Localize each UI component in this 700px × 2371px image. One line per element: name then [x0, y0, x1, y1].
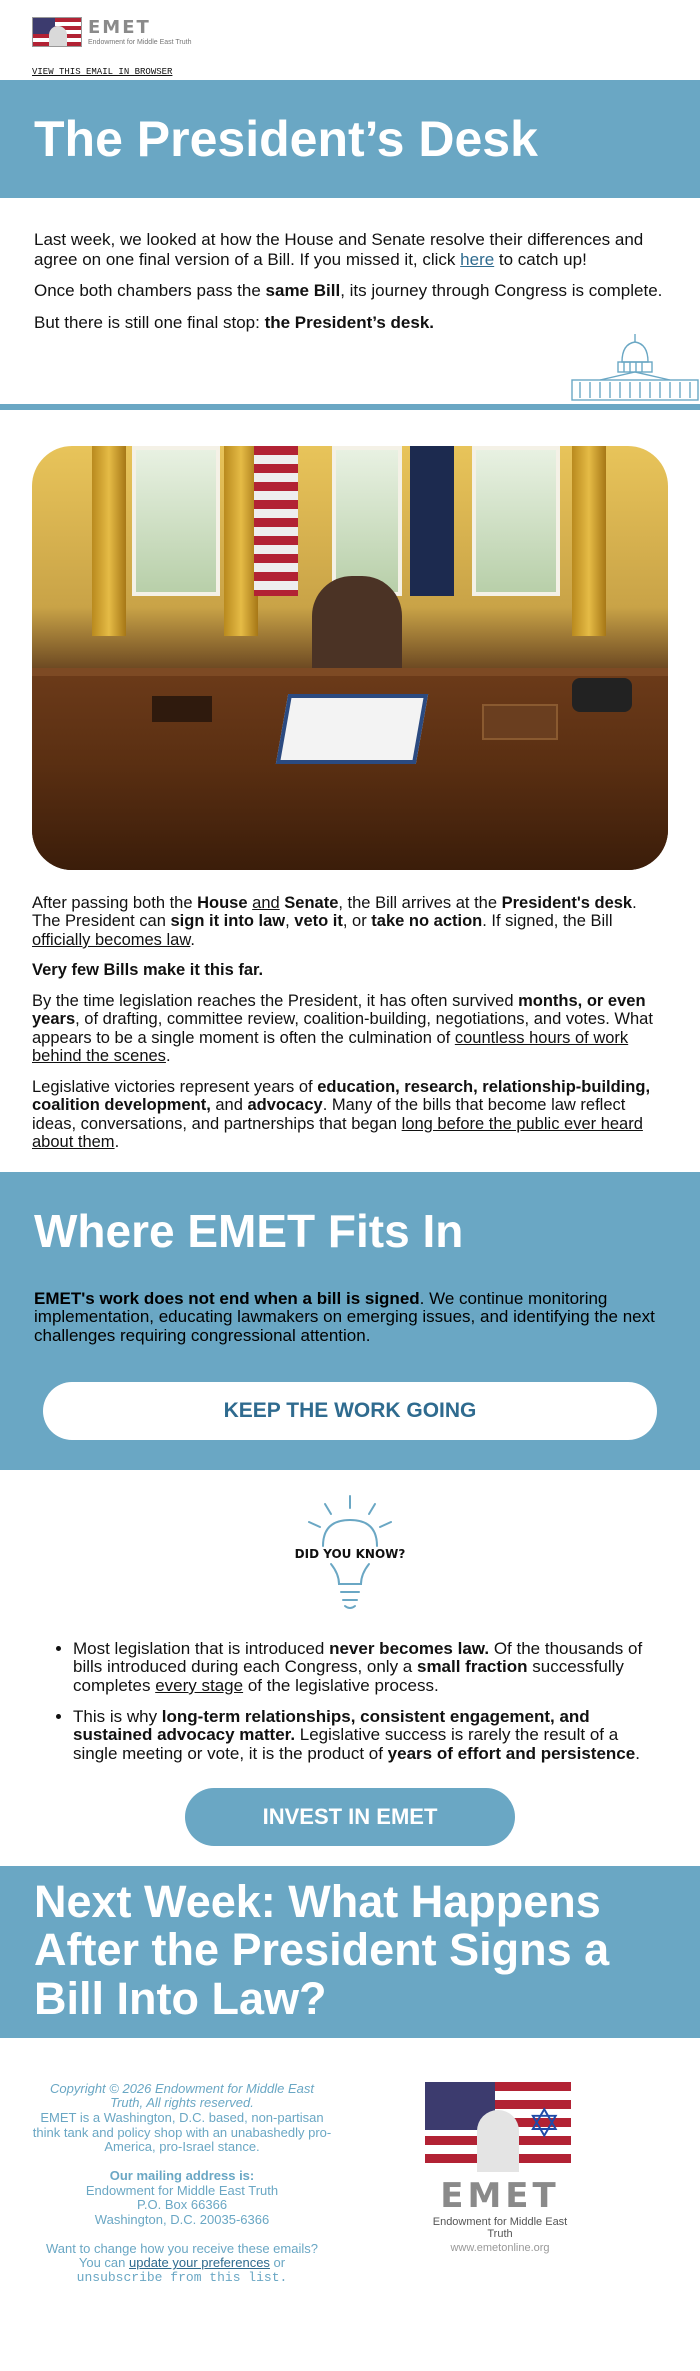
logo-tagline: Endowment for Middle East Truth: [88, 38, 192, 46]
keep-the-work-going-button[interactable]: KEEP THE WORK GOING: [43, 1382, 657, 1440]
emet-section: [0, 1172, 700, 1470]
fact-item-2: • This is why long-term relationships, consistent engagement, and sustained advocacy matter. Legislative success is rarely the result of a single meeting or vote, it is the product of years of effort and persistence.: [73, 1708, 650, 1764]
email-footer: [0, 2038, 700, 2316]
preferences-line: You can update your preferences or: [78, 2255, 286, 2271]
body-paragraph-3: Legislative victories represent years of education, research, relationship-building, coalition development, and advocacy. Many of the bills that become law reflect ideas, conversations, and partnerships that began long before the public ever heard about them.: [32, 1077, 651, 1152]
oval-office-desk-photo: [32, 446, 668, 870]
flag-capitol-icon: [32, 17, 82, 47]
address-line-1: Endowment for Middle East Truth: [85, 2182, 279, 2198]
hero-title: The President’s Desk: [34, 111, 538, 167]
address-line-3: Washington, D.C. 20035-6366: [94, 2212, 270, 2228]
facts-list: [0, 1614, 700, 1764]
body-paragraph-2: By the time legislation reaches the President, it has often survived months, or even years, of drafting, committee review, coalition-building, negotiations, and votes. What appears to be a single moment is often the culmination of countless hours of work behind the scenes.: [32, 991, 653, 1066]
footer-logo-url: www.emetonline.org: [450, 2241, 550, 2254]
oval-office-photo-wrap: [0, 410, 700, 894]
mailing-label: Our mailing address is:: [109, 2168, 255, 2184]
footer-logo-wrap: [332, 2082, 668, 2286]
address-line-2: P.O. Box 66366: [136, 2197, 228, 2213]
copyright-text: Copyright © 2026 Endowment for Middle East Truth, All rights reserved.: [50, 2080, 314, 2111]
fact-item-1: • Most legislation that is introduced never becomes law. Of the thousands of bills introduced during each Congress, only a small fraction successfully completes every stage of the legislative process.: [73, 1640, 650, 1696]
invest-in-emet-button[interactable]: INVEST IN EMET: [185, 1788, 515, 1846]
emet-section-text: EMET's work does not end when a bill is signed. We continue monitoring implementation, educating lawmakers on emerging issues, and identifying the next challenges requiring congressional attention.: [34, 1288, 655, 1345]
next-week-title: Next Week: What Happens After the President Signs a Bill Into Law?: [34, 1875, 610, 2024]
next-week-banner: [0, 1866, 700, 2038]
intro-section: [0, 198, 700, 404]
view-in-browser-link[interactable]: VIEW THIS EMAIL IN BROWSER: [32, 67, 173, 77]
hero-banner: [0, 80, 700, 198]
catch-up-link[interactable]: here: [460, 249, 495, 269]
lightbulb-icon: [295, 1494, 405, 1614]
body-paragraph-1: After passing both the House and Senate, the Bill arrives at the President's desk. The President can sign it into law, veto it, or take no action. If signed, the Bill officially becomes law.: [32, 894, 637, 949]
article-body: [0, 894, 700, 1152]
footer-logo-tagline: Endowment for Middle East Truth: [432, 2215, 568, 2240]
update-preferences-link[interactable]: update your preferences: [129, 2255, 270, 2271]
emet-logo-small[interactable]: [32, 17, 192, 47]
flag-capitol-star-icon: ✡: [425, 2082, 571, 2172]
footer-logo-wordmark: EMET: [440, 2175, 560, 2216]
about-text: EMET is a Washington, D.C. based, non-partisan think tank and policy shop with an unabashedly pro-America, pro-Israel stance.: [32, 2109, 332, 2155]
intro-paragraph-1: Last week, we looked at how the House and Senate resolve their differences and agree on one final version of a Bill. If you missed it, click here to catch up!: [34, 230, 644, 269]
email-header: [0, 0, 700, 64]
body-highlight: Very few Bills make it this far.: [32, 961, 264, 980]
intro-paragraph-2: Once both chambers pass the same Bill, its journey through Congress is complete.: [34, 281, 663, 301]
did-you-know-section: [0, 1470, 700, 1614]
change-preferences-question: Want to change how you receive these emails?: [46, 2240, 318, 2256]
unsubscribe-link[interactable]: unsubscribe from this list.: [76, 2270, 288, 2286]
intro-paragraph-3: But there is still one final stop: the President’s desk.: [34, 312, 434, 332]
emet-section-title: Where EMET Fits In: [34, 1204, 464, 1257]
did-you-know-badge: DID YOU KNOW?: [295, 1546, 405, 1561]
logo-wordmark: EMET: [88, 16, 151, 38]
emet-logo-large[interactable]: [425, 2082, 575, 2254]
footer-text: [32, 2082, 332, 2286]
capitol-outline-icon: [570, 332, 700, 404]
